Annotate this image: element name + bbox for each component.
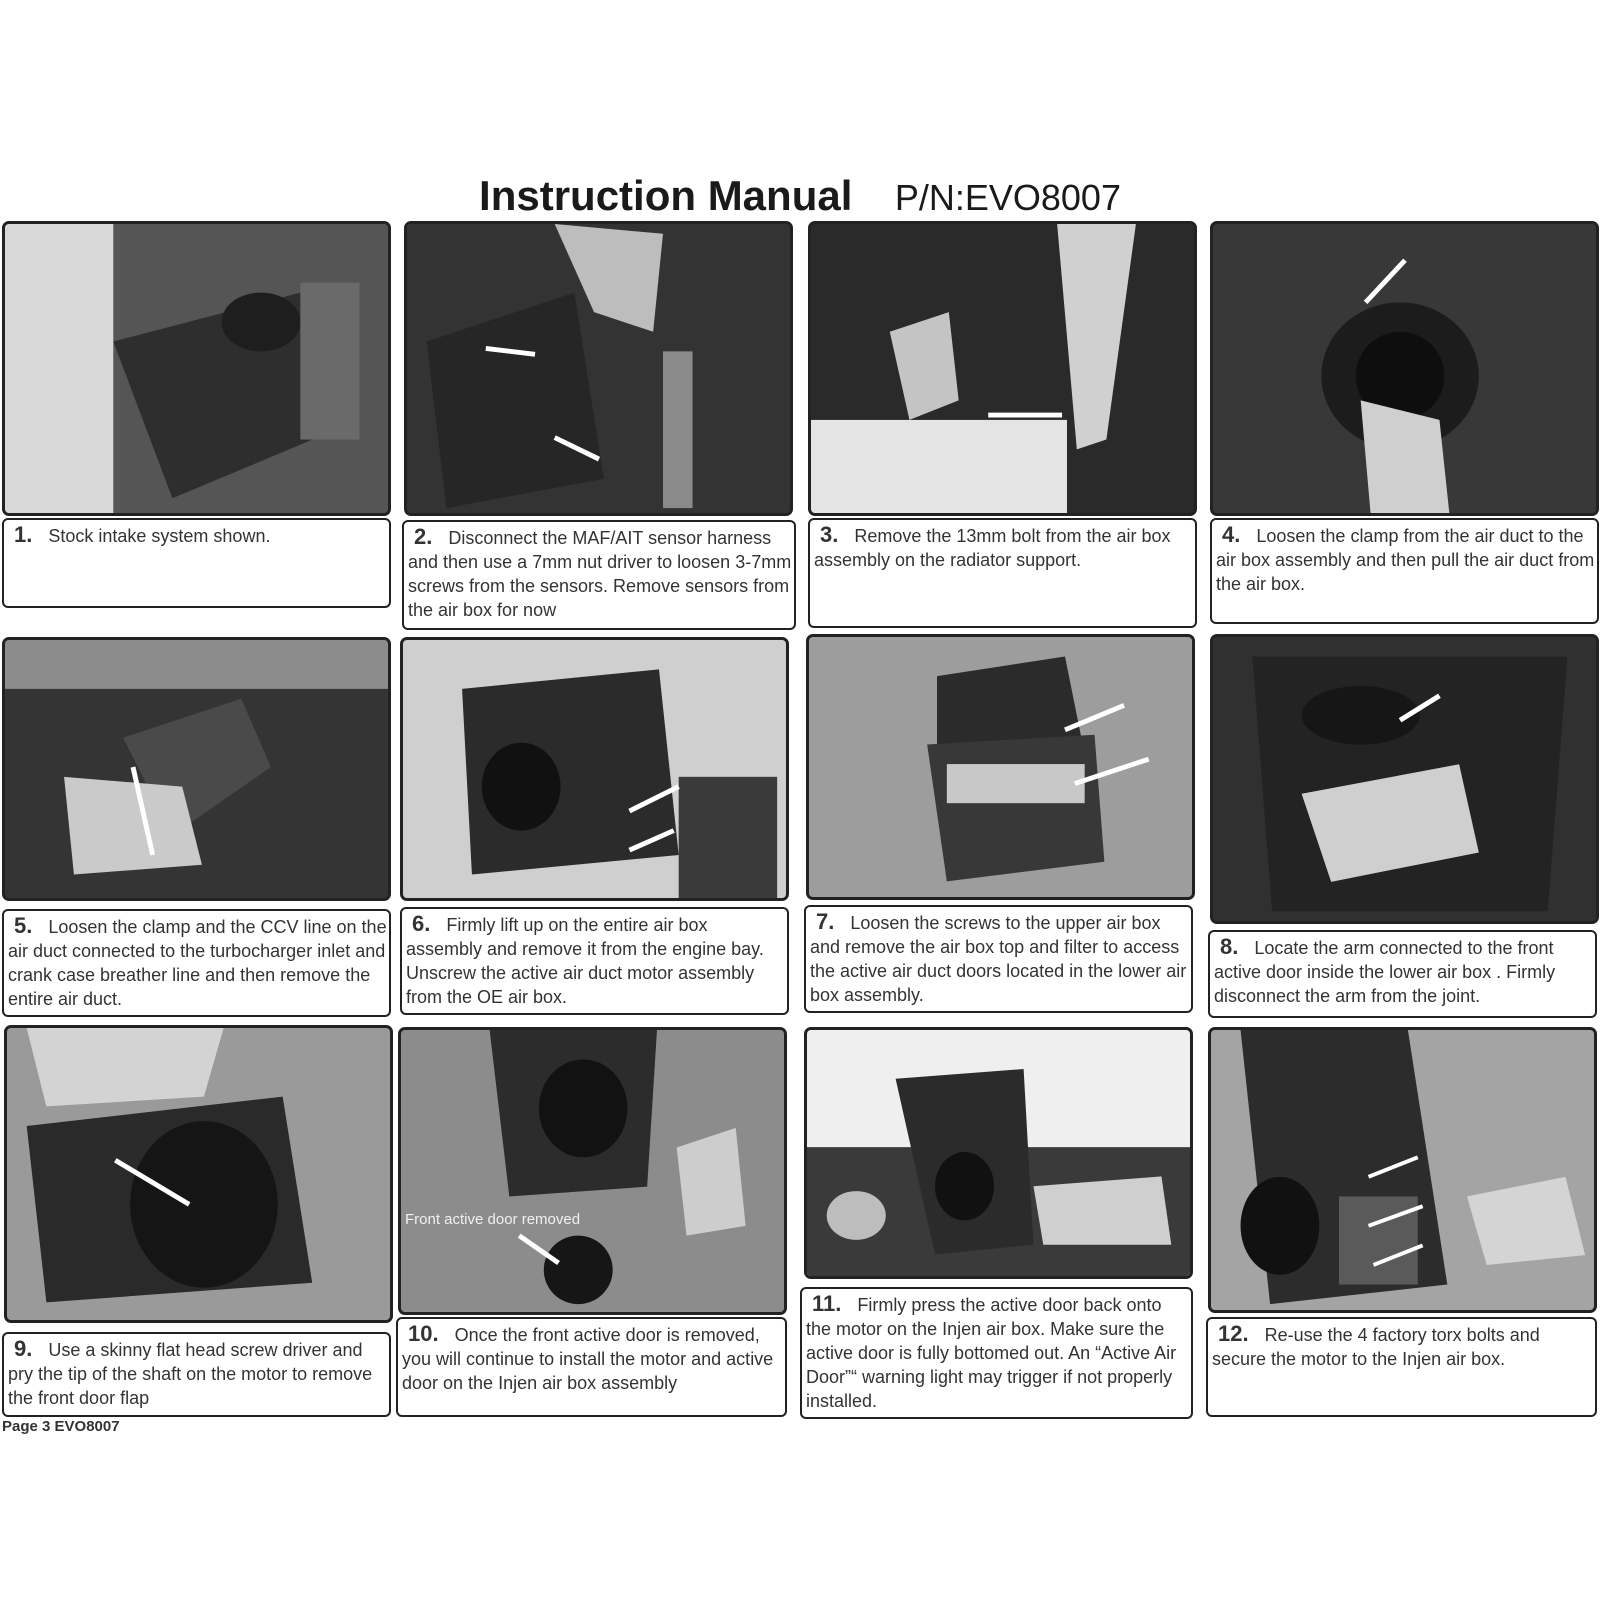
step-10-number: 10. — [408, 1321, 439, 1346]
step-5-photo — [2, 637, 391, 901]
step-6-photo — [400, 637, 789, 901]
step-9-number: 9. — [14, 1336, 33, 1361]
step-9-text: Use a skinny flat head screw driver and pry the tip of the shaft on the motor to remove the front door flap — [8, 1340, 373, 1408]
step-2-number: 2. — [414, 524, 433, 549]
step-11-number: 11. — [812, 1291, 842, 1316]
step-12-number: 12. — [1218, 1321, 1249, 1346]
step-2-caption — [402, 520, 796, 630]
part-number: P/N:EVO8007 — [894, 177, 1121, 218]
step-2-photo — [404, 221, 793, 516]
step-6-number: 6. — [412, 911, 431, 936]
step-11-photo — [804, 1027, 1193, 1279]
step-3-text: Remove the 13mm bolt from the air box assembly on the radiator support. — [814, 526, 1171, 570]
step-4-caption — [1210, 518, 1599, 624]
step-5-text: Loosen the clamp and the CCV line on the air duct connected to the turbocharger inlet and crank case breather line and then remove the entire air duct. — [8, 917, 387, 1009]
step-7-photo — [806, 634, 1195, 900]
step-7-caption — [804, 905, 1193, 1013]
step-4-text: Loosen the clamp from the air duct to the air box assembly and then pull the air duct from the air box. — [1216, 526, 1595, 594]
step-1-number: 1. — [14, 522, 33, 547]
step-1-photo — [2, 221, 391, 516]
step-3-caption — [808, 518, 1197, 628]
step-12-photo — [1208, 1027, 1597, 1313]
step-5-number: 5. — [14, 913, 33, 938]
step-7-text: Loosen the screws to the upper air box and remove the air box top and filter to access the active air duct doors located in the lower air box assembly. — [810, 913, 1187, 1005]
step-10-text: Once the front active door is removed, you will continue to install the motor and active door on the Injen air box assembly — [402, 1325, 774, 1393]
step-6-caption — [400, 907, 789, 1015]
step-3-number: 3. — [820, 522, 839, 547]
step-6-text: Firmly lift up on the entire air box assembly and remove it from the engine bay. Unscrew the active air duct motor assembly from the OE air box. — [406, 915, 764, 1007]
step-11-text: Firmly press the active door back onto the motor on the Injen air box. Make sure the active door is fully bottomed out. An “Active Air Door”“ warning light may trigger if not properly installed. — [806, 1295, 1177, 1411]
step-7-number: 7. — [816, 909, 835, 934]
step-10-caption — [396, 1317, 787, 1417]
step-11-caption — [800, 1287, 1193, 1419]
step-8-number: 8. — [1220, 934, 1239, 959]
step-8-caption — [1208, 930, 1597, 1018]
step-1-text: Stock intake system shown. — [48, 526, 271, 546]
page-footer: Page 3 EVO8007 — [2, 1418, 120, 1435]
step-10-photo — [398, 1027, 787, 1315]
step-8-text: Locate the arm connected to the front active door inside the lower air box . Firmly disconnect the arm from the joint. — [1214, 938, 1556, 1006]
step-1-caption — [2, 518, 391, 608]
step-2-text: Disconnect the MAF/AIT sensor harness and then use a 7mm nut driver to loosen 3-7mm screws from the sensors. Remove sensors from the air box for now — [408, 528, 792, 620]
step-3-photo — [808, 221, 1197, 516]
step-9-photo — [4, 1025, 393, 1323]
step-12-caption — [1206, 1317, 1597, 1417]
manual-title: Instruction Manual — [479, 172, 853, 219]
step-9-caption — [2, 1332, 391, 1417]
step-4-photo — [1210, 221, 1599, 516]
photo-overlay-label: Front active door removed — [405, 1211, 581, 1228]
step-8-photo — [1210, 634, 1599, 924]
step-5-caption — [2, 909, 391, 1017]
step-12-text: Re-use the 4 factory torx bolts and secure the motor to the Injen air box. — [1212, 1325, 1540, 1369]
step-4-number: 4. — [1222, 522, 1241, 547]
